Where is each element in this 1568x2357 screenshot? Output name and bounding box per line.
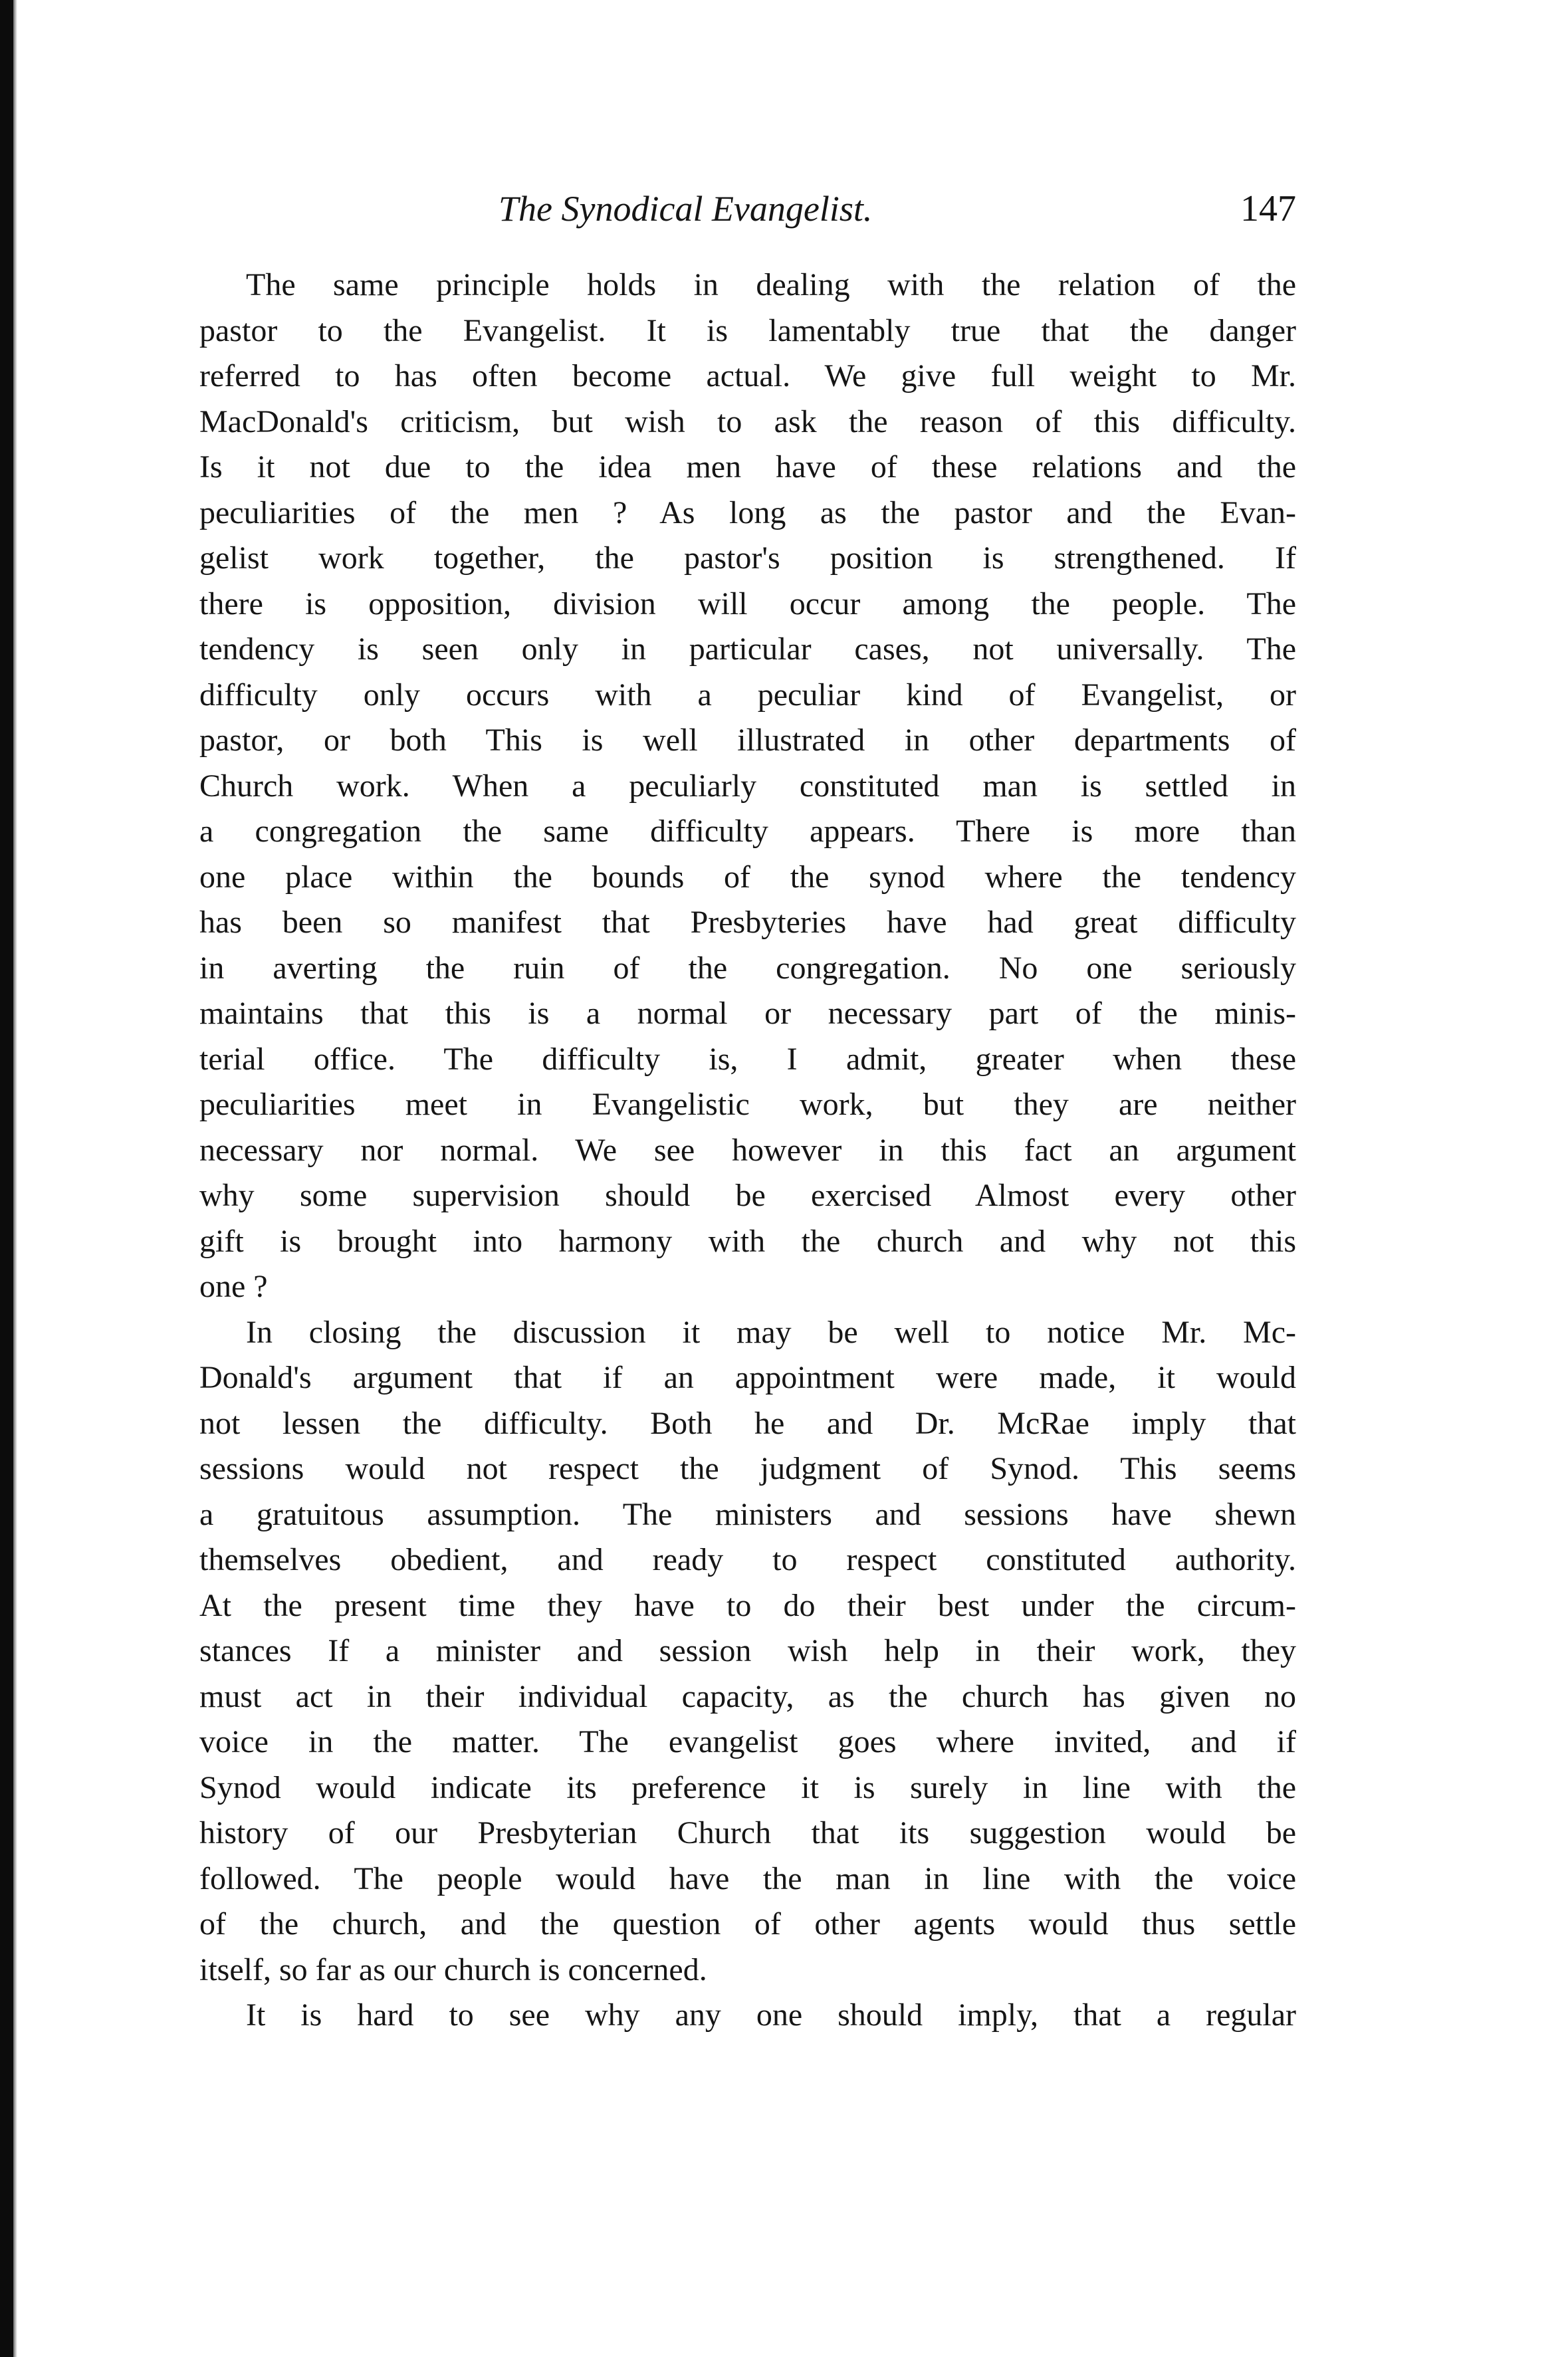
- text-line: difficulty only occurs with a peculiar kind of Evangelist, or: [199, 677, 1296, 713]
- text-line: necessary nor normal. We see however in this fact an argument: [199, 1132, 1296, 1168]
- text-line: At the present time they have to do their best under the circum-: [199, 1587, 1296, 1623]
- text-line: tendency is seen only in particular cases, not universally. The: [199, 631, 1296, 667]
- text-line: stances If a minister and session wish help in their work, they: [199, 1633, 1296, 1668]
- text-line: themselves obedient, and ready to respect constituted authority.: [199, 1542, 1296, 1577]
- text-line: one ?: [199, 1269, 268, 1304]
- text-line: there is opposition, division will occur among the people. The: [199, 586, 1296, 621]
- text-line: Synod would indicate its preference it is surely in line with the: [199, 1769, 1296, 1805]
- text-line: Church work. When a peculiarly constituted man is settled in: [199, 768, 1296, 804]
- text-line: terial office. The difficulty is, I admit, greater when these: [199, 1041, 1296, 1077]
- book-spine-shadow: [0, 0, 13, 2357]
- text-line: one place within the bounds of the synod where the tendency: [199, 859, 1296, 895]
- text-line: maintains that this is a normal or necessary part of the minis-: [199, 996, 1296, 1031]
- text-line: Is it not due to the idea men have of these relations and the: [199, 449, 1296, 485]
- text-line: not lessen the difficulty. Both he and Dr. McRae imply that: [199, 1405, 1296, 1441]
- text-line: itself, so far as our church is concerned.: [199, 1952, 707, 1987]
- text-line: MacDonald's criticism, but wish to ask the reason of this difficulty.: [199, 403, 1296, 439]
- running-title: The Synodical Evangelist.: [499, 189, 873, 229]
- text-line: voice in the matter. The evangelist goes where invited, and if: [199, 1724, 1296, 1759]
- text-line: Donald's argument that if an appointment were made, it would: [199, 1360, 1296, 1395]
- text-line: pastor to the Evangelist. It is lamentably true that the danger: [199, 312, 1296, 348]
- text-line: must act in their individual capacity, as the church has given no: [199, 1678, 1296, 1714]
- text-line: In closing the discussion it may be well to notice Mr. Mc-: [246, 1314, 1296, 1350]
- text-line: a gratuitous assumption. The ministers and sessions have shewn: [199, 1496, 1296, 1532]
- text-line: peculiarities meet in Evangelistic work, but they are neither: [199, 1087, 1296, 1122]
- text-line: has been so manifest that Presbyteries have had great difficulty: [199, 905, 1296, 940]
- text-line: why some supervision should be exercised Almost every other: [199, 1178, 1296, 1213]
- page-header: [199, 179, 1296, 233]
- text-line: of the church, and the question of other agents would thus settle: [199, 1906, 1296, 1942]
- text-line: The same principle holds in dealing with the relation of the: [246, 267, 1296, 302]
- text-line: gift is brought into harmony with the church and why not this: [199, 1223, 1296, 1259]
- paragraph: [199, 263, 1296, 1310]
- text-line: history of our Presbyterian Church that its suggestion would be: [199, 1815, 1296, 1851]
- text-line: sessions would not respect the judgment of Synod. This seems: [199, 1451, 1296, 1486]
- text-line: It is hard to see why any one should imply, that a regular: [246, 1997, 1296, 2033]
- paragraph: [199, 1310, 1296, 1993]
- book-spine-gradient: [13, 0, 17, 2357]
- body-text: [199, 263, 1296, 2039]
- text-line: referred to has often become actual. We give full weight to Mr.: [199, 358, 1296, 393]
- text-line: peculiarities of the men ? As long as the pastor and the Evan-: [199, 495, 1296, 530]
- text-line: in averting the ruin of the congregation. No one seriously: [199, 950, 1296, 986]
- text-line: pastor, or both This is well illustrated in other departments of: [199, 723, 1296, 758]
- text-line: gelist work together, the pastor's position is strengthened. If: [199, 540, 1296, 576]
- paragraph: [199, 1993, 1296, 2039]
- text-line: a congregation the same difficulty appears. There is more than: [199, 814, 1296, 849]
- page-number: 147: [1240, 188, 1296, 229]
- text-line: followed. The people would have the man in line with the voice: [199, 1860, 1296, 1896]
